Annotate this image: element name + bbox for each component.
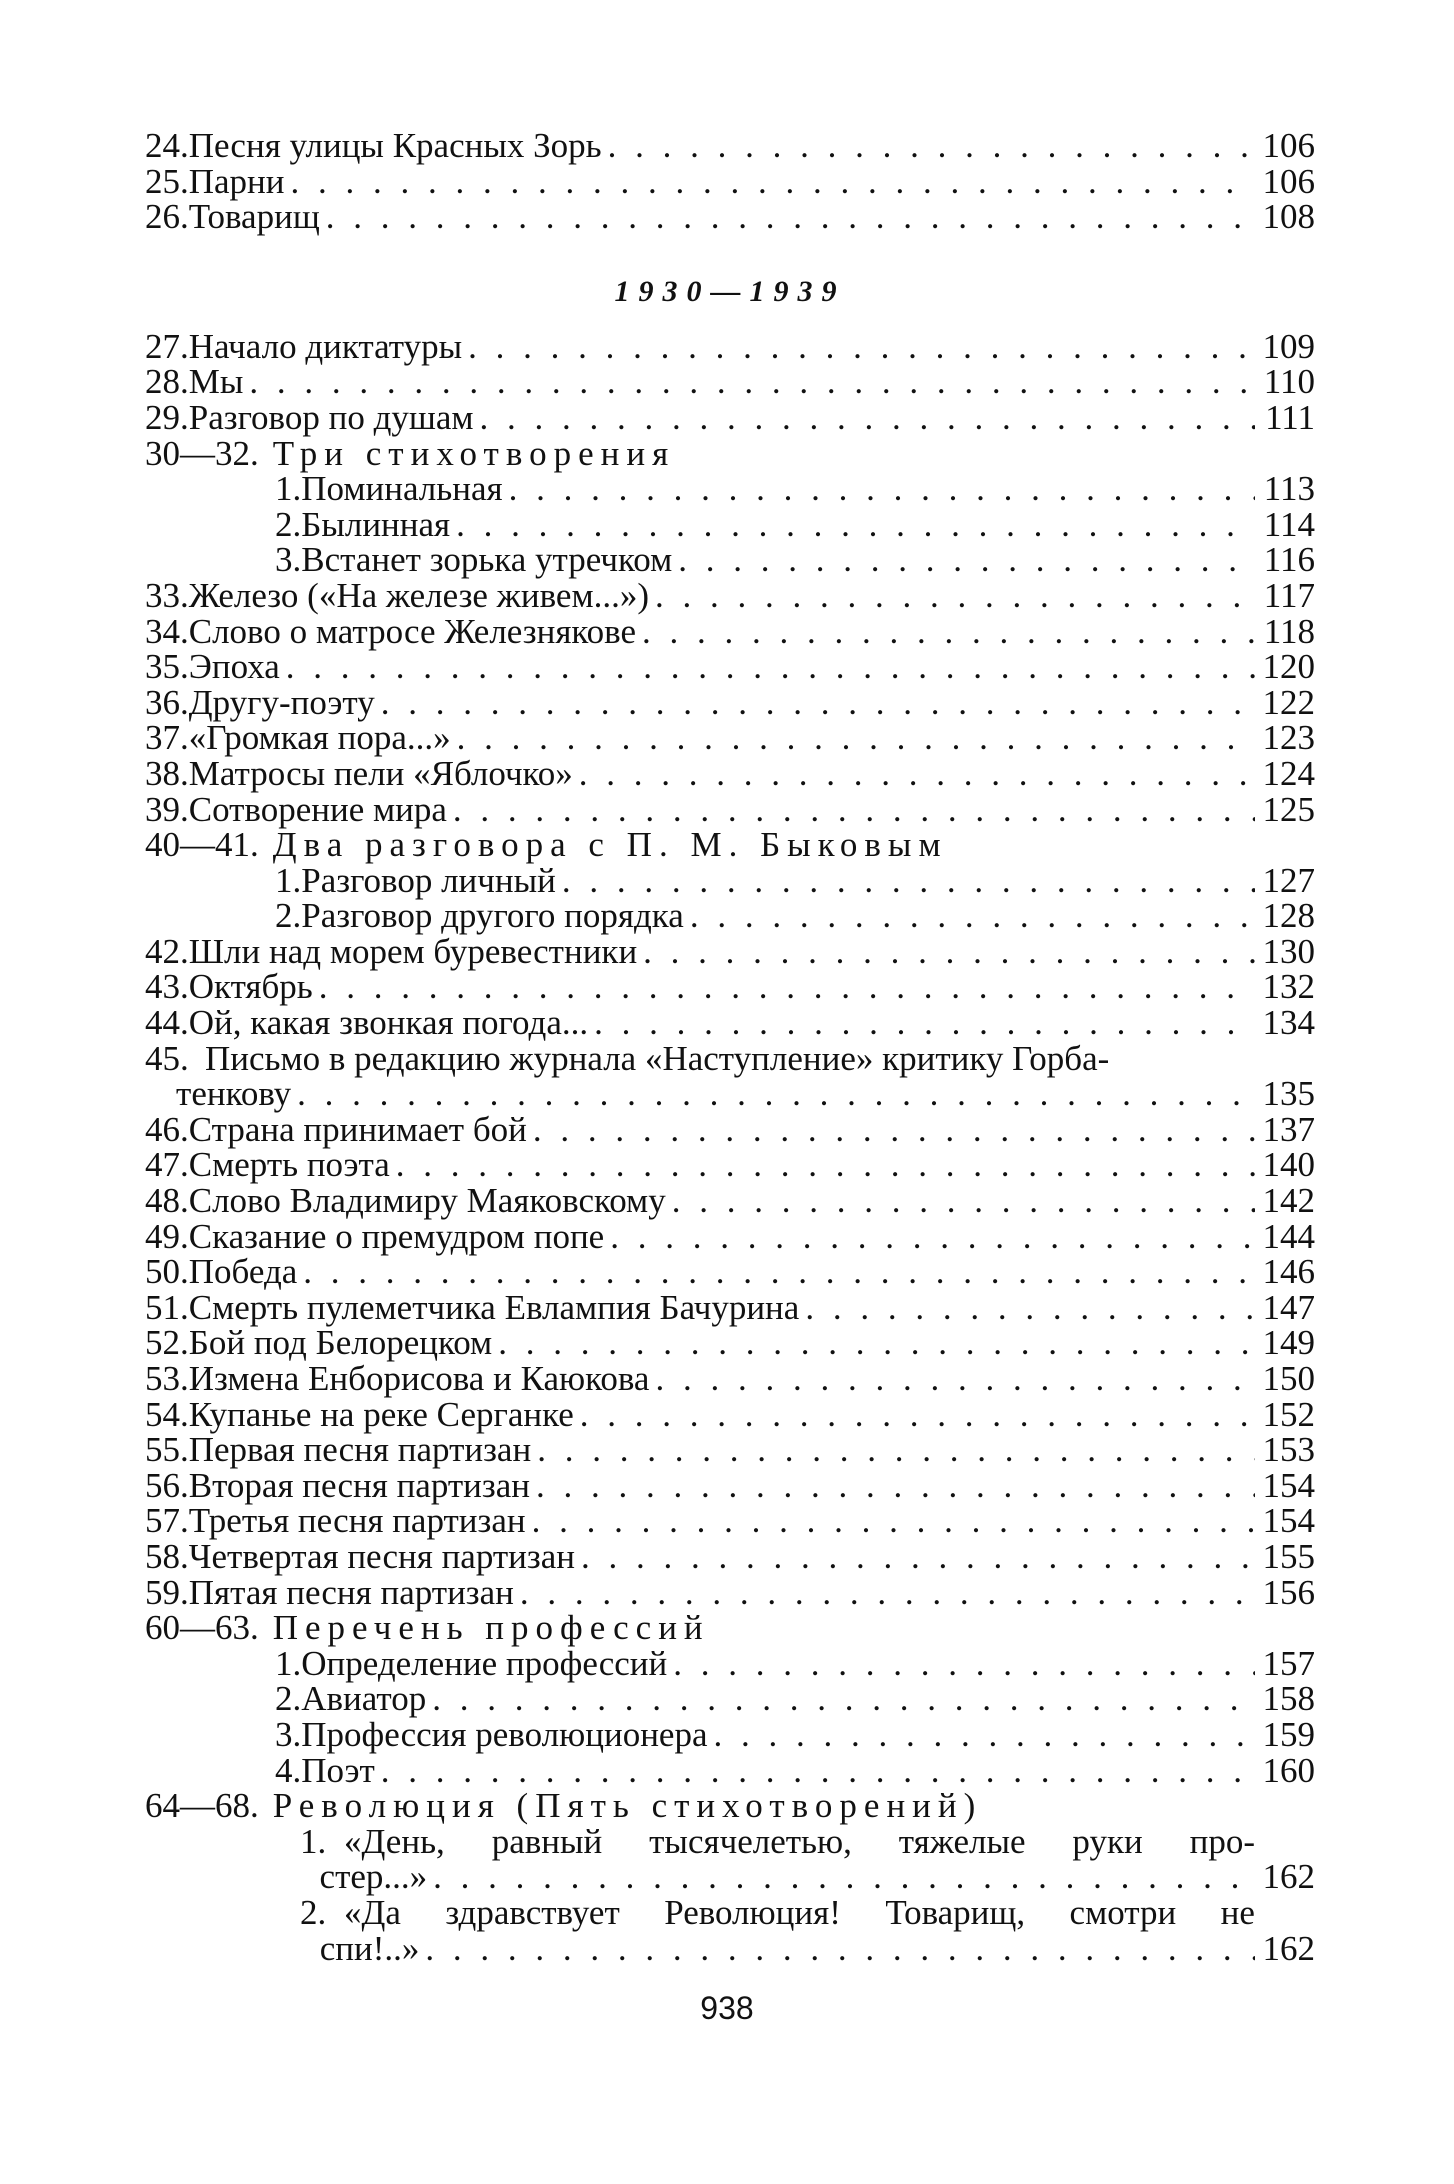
entry-number: 46. [145, 1109, 189, 1149]
entry-page: 109 [1262, 326, 1315, 366]
subentry-page: 160 [1262, 1750, 1315, 1790]
group-number: 60—63. [145, 1608, 259, 1648]
group-number: 40—41. [145, 825, 259, 865]
entry-title: Победа [188, 1252, 298, 1292]
dot-leader [562, 863, 1255, 899]
entry-page: 147 [1262, 1287, 1315, 1327]
entry-page: 134 [1262, 1003, 1315, 1043]
entry-number: 39. [145, 789, 189, 829]
subentry-number: 2. [275, 1679, 302, 1719]
entry-title: Мы [188, 362, 244, 402]
toc-entry [145, 1254, 1315, 1290]
entry-number: 50. [145, 1252, 189, 1292]
entry-number: 33. [145, 575, 189, 615]
toc-entry [145, 199, 1315, 235]
entry-title: Разговор по душам [188, 397, 474, 437]
dot-leader [678, 542, 1255, 578]
dot-leader [805, 1290, 1255, 1326]
toc-entry [145, 326, 1315, 366]
toc-entry [145, 364, 1315, 400]
entry-page: 154 [1262, 1465, 1315, 1505]
entry-page: 130 [1262, 931, 1315, 971]
entry-page: 122 [1262, 682, 1315, 722]
toc-entry [145, 1465, 1315, 1505]
toc-group-heading [145, 1788, 1315, 1824]
subentry-title-line1: «День, равный тысячелетью, тяжелые руки про- [344, 1821, 1255, 1861]
entry-number: 48. [145, 1181, 189, 1221]
subentry-number: 1. [300, 1821, 327, 1861]
dot-leader [690, 898, 1255, 934]
subentry-page: 113 [1263, 469, 1315, 509]
entry-title: Парни [188, 161, 285, 201]
entry-number: 42. [145, 931, 189, 971]
entry-page: 124 [1262, 753, 1315, 793]
dot-leader [249, 364, 1255, 400]
dot-leader [286, 649, 1255, 685]
subentry-page: 127 [1262, 860, 1315, 900]
subentry-page: 162 [1262, 1857, 1315, 1897]
entry-title: Сказание о премудром попе [188, 1216, 605, 1256]
entry-title: Измена Енборисова и Каюкова [188, 1359, 650, 1398]
entry-number: 45. [145, 1038, 189, 1078]
entry-page: 155 [1262, 1536, 1315, 1576]
subentry-number: 1. [275, 860, 302, 900]
entry-number: 54. [145, 1394, 189, 1434]
toc-entry [145, 1183, 1315, 1219]
entry-page: 144 [1262, 1216, 1315, 1256]
subentry-number: 3. [275, 1714, 302, 1754]
toc-subentry [145, 1821, 1315, 1861]
dot-leader [432, 1681, 1255, 1717]
entry-number: 25. [145, 161, 189, 201]
entry-number: 38. [145, 753, 189, 793]
group-number: 30—32. [145, 433, 259, 473]
dot-leader [672, 1183, 1255, 1219]
subentry-number: 2. [275, 504, 302, 544]
toc-entry-continuation [145, 1076, 1315, 1112]
entry-title: Первая песня партизан [188, 1430, 532, 1470]
subentry-page: 158 [1262, 1679, 1315, 1719]
entry-title: Железо («На железе живем...») [188, 575, 649, 615]
toc-entry [145, 1572, 1315, 1612]
subentry-title: Разговор другого порядка [301, 896, 684, 936]
dot-leader [319, 969, 1255, 1005]
entry-number: 27. [145, 326, 189, 366]
entry-number: 44. [145, 1003, 189, 1043]
entry-title: Страна принимает бой [188, 1109, 527, 1149]
entry-page: 132 [1262, 967, 1315, 1007]
subentry-title: Авиатор [301, 1679, 427, 1719]
entry-number: 35. [145, 647, 189, 687]
entry-page: 140 [1262, 1145, 1315, 1185]
entry-title: Бой под Белорецком [188, 1323, 493, 1363]
subentry-number: 4. [275, 1750, 302, 1790]
subentry-number: 1. [275, 1643, 302, 1683]
toc-entry [145, 1536, 1315, 1576]
dot-leader [396, 1147, 1255, 1183]
toc-entry [145, 1038, 1315, 1078]
entry-title: Ой, какая звонкая погода... [188, 1003, 589, 1043]
entry-title: Матросы пели «Яблочко» [188, 753, 573, 793]
subentry-number: 1. [275, 469, 302, 509]
entry-page: 152 [1262, 1394, 1315, 1434]
entry-number: 53. [145, 1359, 189, 1398]
toc-subentry-continuation [145, 1928, 1315, 1968]
toc-entry [145, 969, 1315, 1005]
entry-title: «Громкая пора...» [188, 718, 451, 758]
entry-page: 142 [1262, 1181, 1315, 1221]
entry-title: Октябрь [188, 967, 313, 1007]
group-number: 64—68. [145, 1786, 259, 1826]
toc-subentry [145, 1892, 1315, 1932]
subentry-number: 2. [275, 896, 302, 936]
dot-leader [425, 1931, 1255, 1967]
entry-number: 29. [145, 397, 189, 437]
entry-number: 43. [145, 967, 189, 1007]
entry-number: 58. [145, 1536, 189, 1576]
toc-subentry [145, 542, 1315, 578]
dot-leader [456, 507, 1255, 543]
subentry-title: Профессия революционера [301, 1714, 708, 1754]
dot-leader [480, 400, 1255, 436]
dot-leader [291, 164, 1255, 200]
entry-page: 135 [1262, 1074, 1315, 1114]
toc-entry [145, 931, 1315, 971]
dot-leader [673, 1646, 1255, 1682]
subentry-title: Былинная [301, 504, 451, 544]
dot-leader [457, 720, 1255, 756]
dot-leader [537, 1432, 1255, 1468]
entry-title: Купанье на реке Серганке [188, 1394, 574, 1434]
entry-page: 111 [1265, 397, 1315, 437]
entry-title-line2: тенкову [176, 1074, 292, 1114]
toc-subentry [145, 898, 1315, 934]
entry-page: 118 [1263, 611, 1315, 651]
toc-entry [145, 649, 1315, 685]
entry-number: 59. [145, 1572, 189, 1612]
dot-leader [381, 1753, 1255, 1789]
entry-title: Третья песня партизан [188, 1501, 526, 1541]
dot-leader [655, 578, 1255, 614]
entry-page: 149 [1262, 1323, 1315, 1363]
entry-title: Начало диктатуры [188, 326, 463, 366]
entry-number: 49. [145, 1216, 189, 1256]
subentry-page: 157 [1262, 1643, 1315, 1683]
subentry-page: 114 [1263, 504, 1315, 544]
section-heading: 1930—1939 [614, 274, 846, 308]
subentry-title-line2: стер...» [319, 1857, 428, 1897]
dot-leader [608, 128, 1255, 164]
entry-page: 106 [1262, 161, 1315, 201]
subentry-page: 116 [1263, 540, 1315, 580]
dot-leader [579, 756, 1255, 792]
toc-entry [145, 1109, 1315, 1149]
dot-leader [453, 792, 1255, 828]
dot-leader [498, 1325, 1255, 1361]
toc-subentry [145, 860, 1315, 900]
dot-leader [610, 1219, 1255, 1255]
entry-number: 26. [145, 197, 189, 237]
dot-leader [509, 471, 1255, 507]
entry-title: Сотворение мира [188, 789, 447, 829]
toc-entry [145, 1287, 1315, 1327]
dot-leader [533, 1112, 1255, 1148]
entry-page: 106 [1262, 126, 1315, 165]
toc-subentry [145, 1750, 1315, 1790]
group-title: Два разговора с П. М. Быковым [272, 825, 948, 865]
entry-page: 156 [1262, 1572, 1315, 1612]
toc-entry [145, 161, 1315, 201]
toc-subentry [145, 1714, 1315, 1754]
toc-group-heading [145, 827, 1315, 863]
entry-number: 51. [145, 1287, 189, 1327]
dot-leader [520, 1575, 1255, 1611]
entry-title: Шли над морем буревестники [188, 931, 638, 971]
dot-leader [581, 1539, 1255, 1575]
dot-leader [468, 329, 1255, 365]
entry-page: 137 [1262, 1109, 1315, 1149]
group-title: Три стихотворения [272, 433, 676, 473]
entry-number: 34. [145, 611, 189, 651]
dot-leader [433, 1859, 1255, 1895]
dot-leader [532, 1503, 1255, 1539]
subentry-title: Разговор личный [301, 860, 556, 900]
entry-title: Песня улицы Красных Зорь [188, 126, 602, 165]
entry-page: 110 [1263, 362, 1315, 402]
entry-number: 28. [145, 362, 189, 402]
entry-title: Четвертая песня партизан [188, 1536, 575, 1576]
entry-title: Другу-поэту [188, 682, 375, 722]
entry-page: 146 [1262, 1252, 1315, 1292]
entry-page: 153 [1262, 1430, 1315, 1470]
toc-subentry [145, 1643, 1315, 1683]
toc-entry [145, 1361, 1315, 1397]
dot-leader [580, 1397, 1255, 1433]
entry-page: 150 [1262, 1359, 1315, 1398]
toc-entry [145, 682, 1315, 722]
dot-leader [594, 1005, 1255, 1041]
toc-entry [145, 1005, 1315, 1041]
toc-entry [145, 575, 1315, 615]
entry-title: Вторая песня партизан [188, 1465, 530, 1505]
toc-group-heading [145, 433, 1315, 473]
toc-entry [145, 1503, 1315, 1539]
toc-entry [145, 1325, 1315, 1361]
toc-subentry [145, 504, 1315, 544]
dot-leader [642, 614, 1255, 650]
toc-entry [145, 128, 1315, 164]
entry-page: 120 [1262, 647, 1315, 687]
entry-number: 47. [145, 1145, 189, 1185]
subentry-title: Поминальная [301, 469, 503, 509]
entry-title: Слово Владимиру Маяковскому [188, 1181, 666, 1221]
entry-title-line1: Письмо в редакцию журнала «Наступление» критику Горба- [205, 1038, 1110, 1078]
toc-entry [145, 611, 1315, 651]
toc-entry [145, 397, 1315, 437]
dot-leader [655, 1361, 1255, 1397]
entry-number: 37. [145, 718, 189, 758]
dot-leader [381, 685, 1255, 721]
subentry-page: 162 [1262, 1928, 1315, 1968]
entry-title: Эпоха [188, 647, 280, 687]
subentry-page: 128 [1262, 896, 1315, 936]
entry-number: 52. [145, 1323, 189, 1363]
entry-page: 125 [1262, 789, 1315, 829]
toc-subentry [145, 1681, 1315, 1717]
entry-title: Слово о матросе Железнякове [188, 611, 637, 651]
subentry-title-line2: спи!..» [319, 1928, 420, 1968]
toc-entry [145, 1147, 1315, 1183]
toc-subentry-continuation [145, 1859, 1315, 1895]
toc-entry [145, 1432, 1315, 1468]
entry-number: 24. [145, 126, 189, 165]
dot-leader [297, 1076, 1255, 1112]
dot-leader [643, 934, 1255, 970]
page-number: 938 [700, 1990, 754, 2026]
dot-leader [714, 1717, 1256, 1753]
subentry-page: 159 [1262, 1714, 1315, 1754]
subentry-title: Встанет зорька утречком [301, 540, 673, 580]
entry-title: Смерть пулеметчика Евлампия Бачурина [188, 1287, 800, 1327]
toc-entry [145, 720, 1315, 756]
entry-number: 55. [145, 1430, 189, 1470]
toc-entry [145, 1394, 1315, 1434]
group-title: Революция (Пять стихотворений) [272, 1786, 983, 1826]
toc-entry [145, 753, 1315, 793]
entry-page: 108 [1262, 197, 1315, 237]
subentry-title-line1: «Да здравствует Революция! Товарищ, смотри не [344, 1892, 1255, 1932]
entry-number: 56. [145, 1465, 189, 1505]
toc-subentry [145, 471, 1315, 507]
toc-group-heading [145, 1610, 1315, 1646]
entry-title: Пятая песня партизан [188, 1572, 514, 1612]
subentry-title: Поэт [301, 1750, 375, 1790]
table-of-contents [145, 128, 1315, 1966]
entry-number: 57. [145, 1501, 189, 1541]
entry-page: 123 [1262, 718, 1315, 758]
dot-leader [303, 1254, 1255, 1290]
toc-entry [145, 1216, 1315, 1256]
dot-leader [326, 199, 1255, 235]
entry-title: Смерть поэта [188, 1145, 390, 1185]
entry-title: Товарищ [188, 197, 320, 237]
subentry-number: 3. [275, 540, 302, 580]
subentry-number: 2. [300, 1892, 327, 1932]
entry-number: 36. [145, 682, 189, 722]
entry-page: 117 [1263, 575, 1315, 615]
entry-page: 154 [1262, 1501, 1315, 1541]
toc-entry [145, 789, 1315, 829]
dot-leader [536, 1468, 1255, 1504]
subentry-title: Определение профессий [301, 1643, 668, 1683]
group-title: Перечень профессий [272, 1608, 710, 1648]
